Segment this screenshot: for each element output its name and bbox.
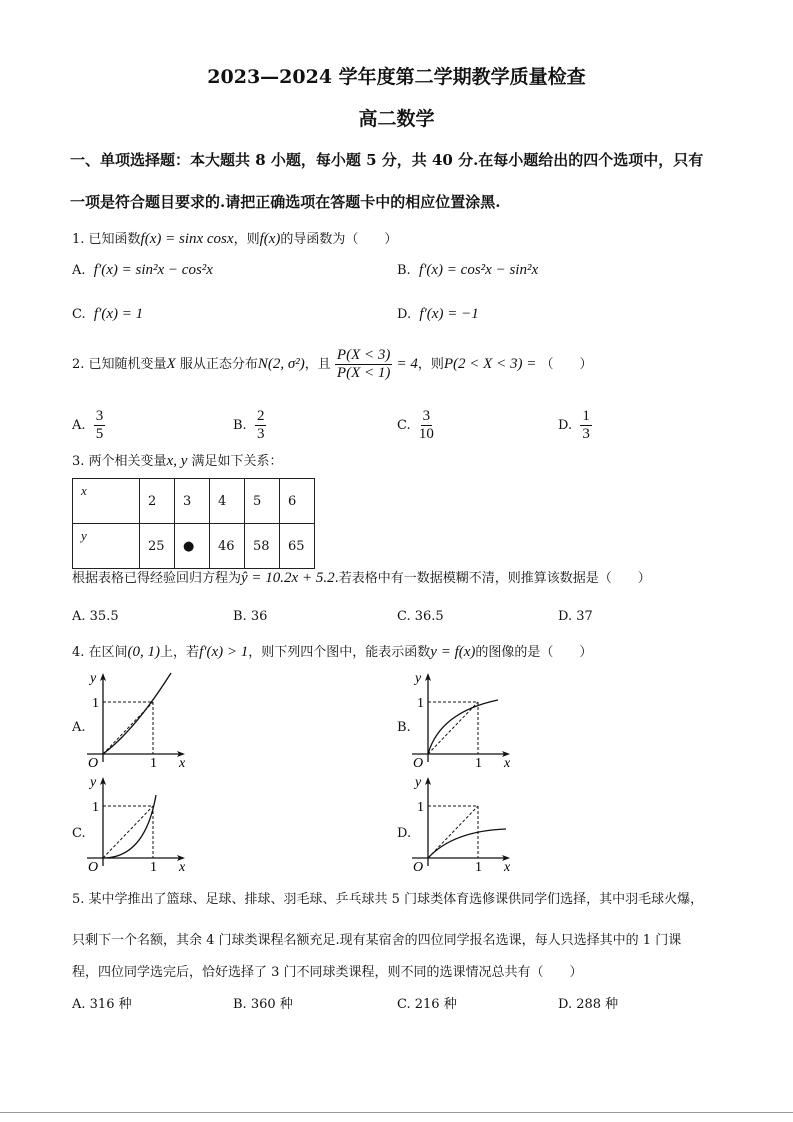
exam-subject: 高二数学 (358, 108, 435, 130)
q1-option-a[interactable] (72, 262, 213, 279)
option-label: B. (397, 263, 411, 278)
question-5-stem-line3: 程，四位同学选完后，恰好选择了 3 门不同球类课程，则不同的选课情况总共有（ ） (72, 965, 583, 980)
axis-label-x: x (179, 860, 186, 874)
exam-title: 2023—2024 学年度第二学期教学质量检查 (207, 66, 586, 88)
q1-option-b[interactable] (397, 262, 538, 279)
q5-option-d[interactable]: D. 288 种 (558, 997, 619, 1012)
option-fraction (419, 408, 434, 443)
question-1-stem (72, 228, 397, 248)
page-bottom-divider (0, 1112, 793, 1113)
q4-function: y = f(x) (430, 644, 476, 660)
q1-text: ，则 (233, 232, 260, 247)
q1-function: f(x) = sinx cosx (140, 231, 234, 247)
table-cell: 6 (280, 479, 315, 524)
option-label: A. (72, 263, 86, 278)
q3-text: 3. 两个相关变量 (72, 454, 167, 469)
table-cell: 46 (210, 524, 245, 569)
axis-label-one: 1 (475, 756, 482, 770)
q2-var: X (166, 356, 176, 372)
q2-option-a[interactable] (72, 408, 105, 443)
q2-eq: = 4 (396, 356, 418, 372)
q4-graph-a[interactable] (73, 670, 203, 770)
table-cell: 3 (175, 479, 210, 524)
q1-option-c[interactable] (72, 306, 143, 323)
axis-label-x: x (179, 756, 186, 770)
axis-label-x: x (504, 860, 511, 874)
q3-data-table (72, 478, 315, 569)
option-math: f′(x) = cos²x − sin²x (418, 262, 539, 278)
table-row-x (73, 479, 315, 524)
function-curve (428, 700, 498, 754)
axis-label-y: y (415, 775, 422, 790)
question-3-stem (72, 450, 283, 470)
numerator: 3 (422, 408, 431, 424)
q4-text: ，则下列四个图中，能表示函数 (248, 645, 431, 660)
q2-text: ，且 (304, 357, 331, 372)
option-label: A. (72, 418, 86, 433)
q4-graph-c[interactable] (73, 774, 203, 874)
option-fraction (580, 408, 592, 443)
q3-option-c[interactable]: C. 36.5 (397, 609, 444, 624)
option-math: f′(x) = sin²x − cos²x (93, 262, 213, 278)
q2-text: 2. 已知随机变量 (72, 357, 167, 372)
q3-text: .若表格中有一数据模糊不清，则推算该数据是（ ） (334, 571, 651, 586)
denominator: 5 (95, 426, 104, 442)
option-math: f′(x) = 1 (93, 306, 144, 322)
option-label: C. (72, 307, 86, 322)
q3-option-d[interactable]: D. 37 (558, 609, 593, 624)
q2-option-d[interactable] (558, 408, 592, 443)
q3-regression-text (72, 567, 651, 587)
table-cell: ● (175, 524, 210, 569)
axis-label-one: 1 (92, 696, 99, 711)
q5-option-c[interactable]: C. 216 种 (397, 997, 457, 1012)
q3-vars: x, y (166, 453, 188, 469)
table-cell: 65 (280, 524, 315, 569)
axis-label-x: x (504, 756, 511, 770)
q5-option-a[interactable]: A. 316 种 (72, 997, 132, 1012)
table-cell: 25 (140, 524, 175, 569)
denominator: P(X < 1) (336, 365, 391, 381)
table-row-y (73, 524, 315, 569)
axis-label-o: O (88, 756, 99, 770)
q2-fraction (335, 347, 392, 382)
option-label: D. (397, 307, 412, 322)
section-instructions-line2: 一项是符合题目要求的.请把正确选项在答题卡中的相应位置涂黑. (70, 193, 501, 211)
q3-text: 根据表格已得经验回归方程为 (72, 571, 242, 586)
q2-option-c[interactable] (397, 408, 434, 443)
option-fraction (94, 408, 106, 443)
axis-label-o: O (413, 756, 424, 770)
table-cell: 58 (245, 524, 280, 569)
function-curve (103, 673, 171, 754)
q2-ask: P(2 < X < 3) = (443, 356, 537, 372)
denominator: 10 (418, 426, 434, 442)
dashed-guide (428, 702, 478, 754)
q2-text: ，则 (417, 357, 444, 372)
numerator: P(X < 3) (336, 347, 391, 363)
q4-option-c-label[interactable]: C. (72, 826, 86, 841)
question-4-stem (72, 641, 592, 661)
row-header: x (73, 479, 140, 524)
option-label: B. (233, 418, 247, 433)
q2-text: 服从正态分布 (179, 357, 258, 372)
question-5-stem-line2: 只剩下一个名额，其余 4 门球类课程名额充足.现有某宿舍的四位同学报名选课，每人只选择其中的 1 门课 (72, 933, 682, 948)
axis-label-y: y (90, 775, 97, 790)
table-cell: 2 (140, 479, 175, 524)
axis-label-o: O (413, 860, 424, 874)
option-label: D. (558, 418, 573, 433)
row-header: y (73, 524, 140, 569)
axis-label-one: 1 (417, 696, 424, 711)
q4-text: 上，若 (160, 645, 200, 660)
q1-text: 的导函数为（ ） (280, 232, 398, 247)
q3-text: 满足如下关系： (191, 454, 283, 469)
q4-option-a-label[interactable]: A. (72, 720, 86, 735)
q5-option-b[interactable]: B. 360 种 (233, 997, 293, 1012)
q4-option-b-label[interactable]: B. (397, 720, 411, 735)
function-curve (103, 795, 156, 858)
option-fraction (255, 408, 267, 443)
q2-option-b[interactable] (233, 408, 266, 443)
option-label: C. (397, 418, 411, 433)
q2-text: （ ） (540, 357, 593, 372)
axis-label-one: 1 (475, 860, 482, 874)
q3-option-b[interactable]: B. 36 (233, 609, 268, 624)
denominator: 3 (256, 426, 265, 442)
question-2-stem (72, 347, 592, 382)
q2-dist: N(2, σ²) (257, 356, 305, 372)
q4-graph-d[interactable] (398, 774, 528, 874)
denominator: 3 (582, 426, 590, 442)
axis-label-one: 1 (150, 860, 157, 874)
numerator: 3 (95, 408, 104, 424)
q4-graph-b[interactable] (398, 670, 528, 770)
axis-label-one: 1 (92, 800, 99, 815)
q4-interval: (0, 1) (127, 644, 161, 660)
q4-text: 4. 在区间 (72, 645, 128, 660)
question-5-stem-line1: 5. 某中学推出了篮球、足球、排球、羽毛球、乒乓球共 5 门球类体育选修课供同学们选择，其中羽毛球火爆， (72, 892, 704, 907)
q3-option-a[interactable]: A. 35.5 (72, 609, 119, 624)
q1-text: 1. 已知函数 (72, 232, 141, 247)
numerator: 2 (256, 408, 265, 424)
axis-label-y: y (90, 671, 97, 686)
q4-option-d-label[interactable]: D. (397, 826, 412, 841)
option-math: f′(x) = −1 (419, 306, 479, 322)
section-instructions-line1: 一、单项选择题：本大题共 8 小题，每小题 5 分，共 40 分.在每小题给出的四个选项中，只有 (70, 151, 704, 169)
numerator: 1 (582, 408, 590, 424)
q3-equation: ŷ = 10.2x + 5.2 (241, 570, 335, 586)
axis-label-y: y (415, 671, 422, 686)
table-cell: 4 (210, 479, 245, 524)
table-cell: 5 (245, 479, 280, 524)
q1-function-ref: f(x) (259, 231, 281, 247)
axis-label-o: O (88, 860, 99, 874)
q1-option-d[interactable] (397, 306, 479, 323)
q4-text: 的图像的是（ ） (475, 645, 593, 660)
axis-label-one: 1 (150, 756, 157, 770)
axis-label-one: 1 (417, 800, 424, 815)
function-curve (428, 829, 506, 858)
q4-condition: f′(x) > 1 (199, 644, 249, 660)
